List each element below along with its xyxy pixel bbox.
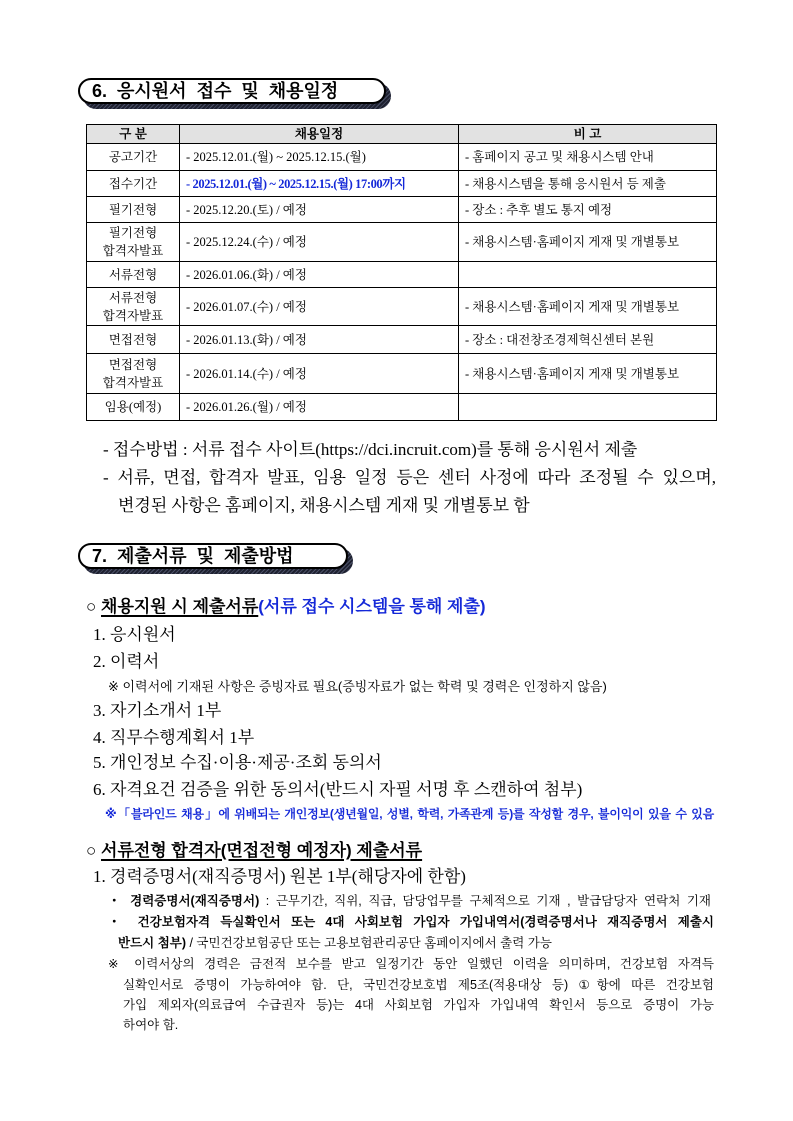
table-row bbox=[87, 394, 717, 421]
stage-cell: 서류전형 bbox=[87, 262, 180, 288]
application-method-note: - 접수방법 : 서류 접수 사이트(https://dci.incruit.com)를 통해 응시원서 제출 bbox=[103, 440, 638, 459]
schedule-table bbox=[86, 124, 717, 421]
stage-cell: 임용(예정) bbox=[87, 394, 180, 421]
note-cell: - 채용시스템·홈페이지 게재 및 개별통보 bbox=[459, 223, 717, 262]
stage-cell: 필기전형 bbox=[87, 197, 180, 223]
header-schedule: 채용일정 bbox=[180, 125, 459, 144]
table-row bbox=[87, 262, 717, 288]
list-item: 2. 이력서 bbox=[93, 652, 160, 671]
schedule-cell-highlight: - 2025.12.01.(월) ~ 2025.12.15.(월) 17:00까지 bbox=[180, 171, 459, 197]
note-cell: - 장소 : 대전창조경제혁신센터 본원 bbox=[459, 326, 717, 354]
note-cell: - 채용시스템을 통해 응시원서 등 제출 bbox=[459, 171, 717, 197]
section-6-heading: 6. 응시원서 접수 및 채용일정 bbox=[78, 78, 386, 104]
application-documents-heading bbox=[86, 596, 486, 618]
stage-cell: 면접전형 bbox=[87, 326, 180, 354]
table-row bbox=[87, 354, 717, 394]
table-row bbox=[87, 326, 717, 354]
detail-text: / 국민건강보험공단 또는 고용보험관리공단 홈페이지에서 출력 가능 bbox=[186, 936, 552, 950]
detail-label: 경력증명서(재직증명서) bbox=[130, 894, 260, 908]
stage-cell: 접수기간 bbox=[87, 171, 180, 197]
note-cell bbox=[459, 394, 717, 421]
table-header-row bbox=[87, 125, 717, 144]
detail-text: : 근무기간, 직위, 직급, 담당업무를 구체적으로 기재 , 발급담당자 연락처 기재 bbox=[259, 894, 711, 908]
career-remark-cont: 하여야 함. bbox=[123, 1018, 179, 1032]
section-7-heading-box bbox=[78, 543, 348, 569]
career-certificate-detail bbox=[108, 893, 711, 909]
table-row bbox=[87, 197, 717, 223]
stage-cell: 서류전형 합격자발표 bbox=[87, 288, 180, 326]
career-remark-cont: 실확인서로 증명이 가능하여야 함. 단, 국민건강보호법 제5조(적용대상 등) ①항에 따른 건강보험 bbox=[123, 978, 714, 992]
detail-emphasis: 반드시 첨부) bbox=[118, 936, 187, 950]
header-stage: 구 분 bbox=[87, 125, 180, 144]
note-cell: - 채용시스템·홈페이지 게재 및 개별통보 bbox=[459, 354, 717, 394]
schedule-cell: - 2026.01.14.(수) / 예정 bbox=[180, 354, 459, 394]
application-documents-title: 채용지원 시 제출서류 bbox=[101, 597, 259, 616]
insurance-certificate-detail-cont bbox=[118, 935, 552, 951]
schedule-change-note: - 서류, 면접, 합격자 발표, 임용 일정 등은 센터 사정에 따라 조정될 수 있으며, bbox=[103, 468, 716, 487]
schedule-cell: - 2026.01.26.(월) / 예정 bbox=[180, 394, 459, 421]
note-cell bbox=[459, 262, 717, 288]
schedule-change-note-cont: 변경된 사항은 홈페이지, 채용시스템 게재 및 개별통보 함 bbox=[118, 496, 530, 515]
circle-bullet: ○ bbox=[86, 841, 97, 860]
application-submission-method: (서류 접수 시스템을 통해 제출) bbox=[258, 597, 486, 616]
resume-evidence-note: ※ 이력서에 기재된 사항은 증빙자료 필요(증빙자료가 없는 학력 및 경력은 인정하지 않음) bbox=[108, 679, 607, 694]
schedule-cell: - 2026.01.13.(화) / 예정 bbox=[180, 326, 459, 354]
note-cell: - 장소 : 추후 별도 통지 예정 bbox=[459, 197, 717, 223]
blind-hiring-warning: ※「블라인드 채용」에 위배되는 개인정보(생년월일, 성별, 학력, 가족관계 등)를 작성할 경우, 불이익이 있을 수 있음 bbox=[105, 807, 714, 821]
list-item: 6. 자격요건 검증을 위한 동의서(반드시 자필 서명 후 스캔하여 첨부) bbox=[93, 780, 583, 799]
schedule-cell: - 2025.12.24.(수) / 예정 bbox=[180, 223, 459, 262]
schedule-cell: - 2025.12.01.(월) ~ 2025.12.15.(월) bbox=[180, 144, 459, 171]
career-remark: ※ 이력서상의 경력은 금전적 보수를 받고 일정기간 동안 일했던 이력을 의미하며, 건강보험 자격득 bbox=[108, 957, 714, 971]
table-row bbox=[87, 144, 717, 171]
schedule-cell: - 2026.01.06.(화) / 예정 bbox=[180, 262, 459, 288]
section-7-heading: 7. 제출서류 및 제출방법 bbox=[78, 543, 348, 569]
note-cell: - 홈페이지 공고 및 채용시스템 안내 bbox=[459, 144, 717, 171]
dot-bullet: ・ bbox=[108, 894, 124, 908]
header-note: 비 고 bbox=[459, 125, 717, 144]
list-item: 4. 직무수행계획서 1부 bbox=[93, 728, 255, 747]
stage-cell: 필기전형 합격자발표 bbox=[87, 223, 180, 262]
interview-documents-title: 서류전형 합격자(면접전형 예정자) 제출서류 bbox=[101, 841, 423, 860]
circle-bullet: ○ bbox=[86, 597, 97, 616]
schedule-cell: - 2026.01.07.(수) / 예정 bbox=[180, 288, 459, 326]
stage-cell: 공고기간 bbox=[87, 144, 180, 171]
list-item: 5. 개인정보 수집·이용·제공·조회 동의서 bbox=[93, 753, 382, 772]
detail-text: 건강보험자격 득실확인서 또는 4대 사회보험 가입자 가입내역서(경력증명서나 재직증명서 제출시 bbox=[137, 915, 714, 929]
stage-cell: 면접전형 합격자발표 bbox=[87, 354, 180, 394]
insurance-certificate-detail bbox=[108, 914, 714, 930]
note-cell: - 채용시스템·홈페이지 게재 및 개별통보 bbox=[459, 288, 717, 326]
career-remark-cont: 가입 제외자(의료급여 수급권자 등)는 4대 사회보험 가입자 가입내역 확인서 등으로 증명이 가능 bbox=[123, 998, 714, 1012]
list-item: 1. 응시원서 bbox=[93, 625, 176, 644]
interview-documents-heading bbox=[86, 840, 422, 862]
schedule-cell: - 2025.12.20.(토) / 예정 bbox=[180, 197, 459, 223]
table-row bbox=[87, 171, 717, 197]
table-row bbox=[87, 223, 717, 262]
table-row bbox=[87, 288, 717, 326]
list-item: 3. 자기소개서 1부 bbox=[93, 701, 222, 720]
dot-bullet: ・ bbox=[108, 915, 128, 929]
section-6-heading-box bbox=[78, 78, 386, 104]
list-item: 1. 경력증명서(재직증명서) 원본 1부(해당자에 한함) bbox=[93, 867, 466, 886]
